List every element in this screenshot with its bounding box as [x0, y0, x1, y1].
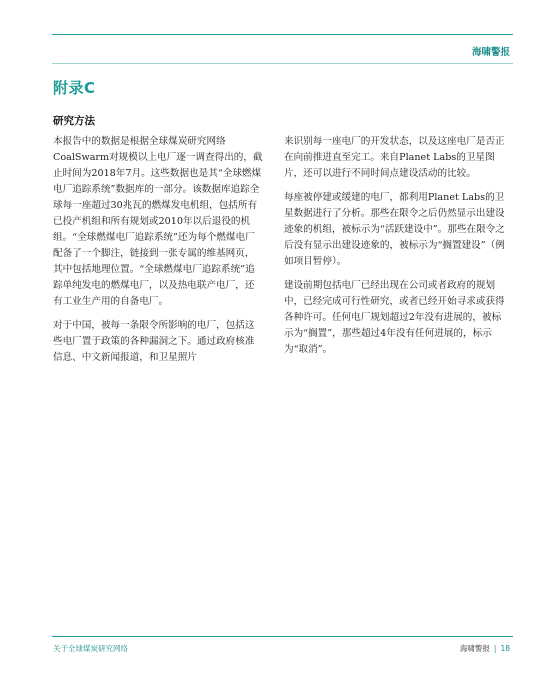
footer-running-title: 海啸警报: [459, 644, 490, 653]
left-paragraph-1: 本报告中的数据是根据全球煤炭研究网络CoalSwarm对规模以上电厂逐一调查得出的，截止时间为2018年7月。这些数据也是其“全球燃煤电厂追踪系统”数据库的一部分。该数据库追踪全球每一座超过30兆瓦的燃煤发电机组，包括所有已投产机组和所有规划或2010年以后退役的机组。“全球燃煤电厂追踪系统”还为每个燃煤电厂配备了一个脚注，链接到一张专属的维基网页，其中包括地理位置。“全球燃煤电厂追踪系统”追踪单纯发电的燃煤电厂，以及热电联产电厂，还有工业生产用的自备电厂。: [53, 136, 263, 307]
footer-right: [460, 643, 510, 654]
left-paragraph-2: 对于中国，被每一条限令所影响的电厂，包括这些电厂置于政策的各种漏洞之下。通过政府核准信息、中文新闻报道，和卫星照片: [53, 320, 255, 363]
footer-separator: |: [493, 644, 497, 653]
right-paragraph-3: 建设前期包括电厂已经出现在公司或者政府的规划中，已经完成可行性研究，或者已经开始寻求或获得各种许可。任何电厂规划超过2年没有进展的，被标示为“搁置”，那些超过4年没有任何进展的，标示为“取消”。: [284, 280, 505, 355]
left-column: [53, 134, 263, 374]
page-number: 18: [500, 644, 510, 653]
right-column: [284, 134, 506, 366]
footer-left-text: 关于全球煤炭研究网络: [53, 644, 128, 653]
section-heading: 研究方法: [53, 115, 95, 127]
right-paragraph-1: 来识别每一座电厂的开发状态，以及这座电厂是否正在向前推进直至完工。来自Planet Labs的卫星图片，还可以进行不同时间点建设活动的比较。: [284, 136, 505, 179]
footer-rule: [52, 636, 513, 637]
header-rule: [52, 34, 513, 35]
running-head: 海啸警报: [471, 47, 510, 58]
header-divider: [52, 63, 513, 64]
right-paragraph-2: 每座被停建或缓建的电厂，都利用Planet Labs的卫星数据进行了分析。那些在限令之后仍然显示出建设迹象的机组，被标示为“活跃建设中”。那些在限令之后没有显示出建设迹象的，被标示为“搁置建设”（例如项目暂停）。: [284, 192, 505, 267]
appendix-title: 附录C: [53, 79, 96, 97]
